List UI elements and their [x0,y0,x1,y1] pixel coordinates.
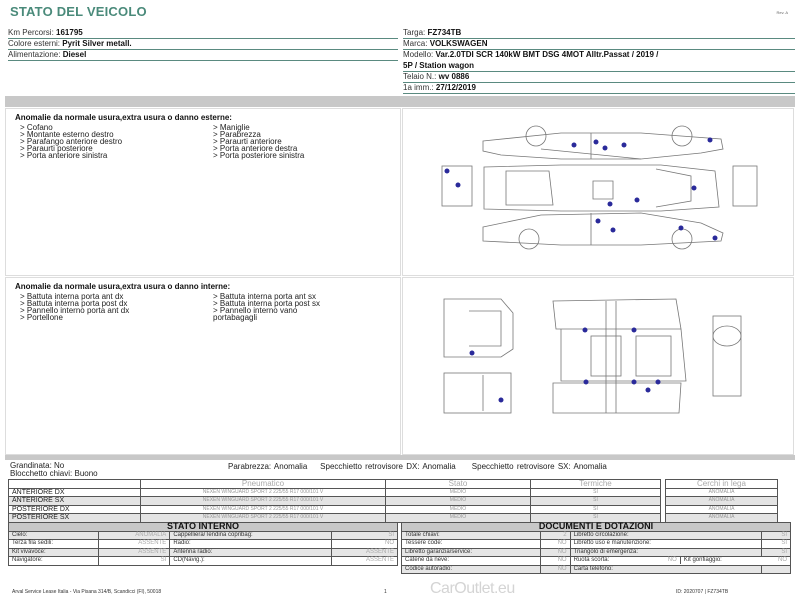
exterior-title: Anomalie da normale usura,extra usura o danno esterne: [15,113,232,122]
info-value: 161795 [56,28,83,37]
field-label: Antenna radio: [170,548,332,557]
info-telaio: Telaio N.: wv 0886 [403,72,795,83]
anomaly-item: > Parafango anteriore destro [20,137,123,146]
interior-title: Anomalie da normale usura,extra usura o danno interne: [15,282,231,291]
anomaly-item: > Montante esterno destro [20,130,114,139]
field-value: NO [778,557,788,564]
info-row [8,50,398,61]
rims-table [665,479,778,523]
field-value [762,565,791,574]
info-modello: Modello: Var.2.0TDI SCR 140kW BMT DSG 4MOT Alltr.Passat / 2019 / [403,50,659,59]
field-label: Radio: [170,540,332,549]
divider-bar [5,96,795,107]
interior-anomalies-panel [5,277,401,455]
tyre-state: MEDIO [386,497,531,506]
specchietto-sx: Specchietto retrovisore SX: Anomalia [471,462,607,471]
field-label: Libretto garanzia/service: [402,548,541,557]
field-value: SI [332,531,398,540]
field-label: Navigatore: [9,557,99,566]
exterior-anomalies-panel [5,108,401,276]
info-row [8,39,398,50]
info-value: Diesel [62,50,87,59]
table-row [666,488,778,497]
column-header: Cerchi in lega [666,480,778,489]
grandinata: Grandinata: No [10,461,65,470]
field-label: CD(Navig.): [170,557,332,566]
field-value: 2 [540,531,570,540]
info-value: Pyrit Silver metall. [62,39,132,48]
tyre-winter: SI [531,488,661,497]
rims-header-row [666,480,778,489]
table-row [9,497,661,506]
table-row [666,497,778,506]
header-blank [9,480,141,489]
section-title: STATO INTERNO [9,523,398,532]
tyre-model: NEXEN WINGUARD SPORT 2 225/55 R17 000/101 V [141,514,386,523]
field-label: Libretto uso e manutenzione: [570,540,762,549]
tyre-table [8,479,661,523]
table-row [666,505,778,514]
table-row [402,531,791,540]
field-value: NO [540,557,570,566]
field-label: Libretto circolazione: [570,531,762,540]
table-row [9,548,398,557]
tyre-position: ANTERIORE SX [9,497,141,506]
field-value: ASSENTE [99,548,170,557]
field-value: SI [99,557,170,566]
info-row [8,28,398,39]
anomaly-item: > Pannello interno vano [213,306,298,315]
status-left [10,462,98,478]
documenti-table [401,522,791,574]
table-row [402,540,791,549]
field-value: ANOMALIA [99,531,170,540]
tyre-position: POSTERIORE SX [9,514,141,523]
exterior-damage-diagram [402,108,794,276]
tyre-header-row [9,480,661,489]
anomaly-item: > Cofano [20,123,53,132]
parabrezza: Parabrezza: Anomalia [228,462,308,471]
table-row [402,548,791,557]
info-marca: Marca: VOLKSWAGEN [403,39,795,50]
field-label: Cielo: [9,531,99,540]
field-label: Totale chiavi: [402,531,541,540]
info-label: Km Percorsi: [8,28,54,37]
table-row [9,531,398,540]
revision: Rev. A [776,10,788,15]
interior-diagrams [444,299,741,413]
stato-interno-table [8,522,398,566]
rim-state: ANOMALIA [666,505,778,514]
tyre-winter: SI [531,514,661,523]
anomaly-item: > Battuta interna porta post dx [20,299,128,308]
field-value: ASSENTE [332,557,398,566]
field-value: ASSENTE [99,540,170,549]
tyre-position: ANTERIORE DX [9,488,141,497]
anomaly-item: > Pannello interno porta ant dx [20,306,130,315]
field-value: NO [540,548,570,557]
info-targa: Targa: FZ734TB [403,28,795,39]
anomaly-item: > Portellone [20,313,63,322]
section-header [402,523,791,532]
page-number: 1 [384,589,387,595]
table-row [9,540,398,549]
field-value: NO [540,565,570,574]
document-id: ID: 2020707 | FZ734TB [676,589,729,595]
tyre-winter: SI [531,505,661,514]
info-label: Colore esterni: [8,39,61,48]
field-value: SI [762,531,791,540]
column-header: Stato [386,480,531,489]
anomaly-item: > Porta anteriore destra [213,144,298,153]
tyre-state: MEDIO [386,505,531,514]
field-label: Triangolo di emergenza: [570,548,762,557]
car-side-top [483,126,723,159]
info-immatricolazione: 1a imm.: 27/12/2019 [403,83,795,94]
page-title: STATO DEL VEICOLO [10,4,147,19]
rim-state: ANOMALIA [666,488,778,497]
table-row [9,488,661,497]
rim-state: ANOMALIA [666,497,778,506]
anomaly-item: > Paraurti anteriore [213,137,282,146]
specchietto-dx: Specchietto retrovisore DX: Anomalia [320,462,456,471]
field-label: Tessere code: [402,540,541,549]
blocchetto-chiavi: Blocchetto chiavi: Buono [10,469,98,478]
field-value: SI [762,540,791,549]
field-value: NO [540,540,570,549]
info-modello-cont: 5P / Station wagon [403,61,795,72]
rim-state: ANOMALIA [666,514,778,523]
field-label: Kit vivavoce: [9,548,99,557]
car-side-bottom [483,213,723,249]
section-title: DOCUMENTI E DOTAZIONI [402,523,791,532]
table-row [402,557,791,566]
anomaly-item: > Paraurti posteriore [20,144,93,153]
car-top-view [442,165,757,211]
anomaly-item: > Battuta interna porta ant dx [20,292,124,301]
anomaly-item: > Maniglie [213,123,250,132]
tyre-model: NEXEN WINGUARD SPORT 2 225/55 R17 000/101 V [141,497,386,506]
tyre-state: MEDIO [386,488,531,497]
divider-bar [5,455,795,460]
table-row [9,505,661,514]
field-label: Kit gonfiaggio: [683,557,722,564]
anomaly-item: > Porta anteriore sinistra [20,151,108,160]
field-label: Cappelliera/Tendina copribag: [170,531,332,540]
tyre-winter: SI [531,497,661,506]
table-row [402,565,791,574]
anomaly-item: > Parabrezza [213,130,261,139]
tyre-position: POSTERIORE DX [9,505,141,514]
field-value: NO [332,540,398,549]
interior-damage-diagram [402,277,794,455]
split-row [571,557,790,564]
anomaly-item: > Battuta interna porta post sx [213,299,320,308]
footer-address: Arval Service Lease Italia - Via Pisana 314/B, Scandicci (FI), 50018 [12,589,162,595]
anomaly-item: > Battuta interna porta ant sx [213,292,316,301]
split-cell [570,557,790,566]
tyre-model: NEXEN WINGUARD SPORT 2 225/55 R17 000/101 V [141,505,386,514]
field-label: Catene da neve: [402,557,541,566]
field-label: Carta telefono: [570,565,762,574]
tyre-state: MEDIO [386,514,531,523]
field-value: ASSENTE [332,548,398,557]
table-row [9,557,398,566]
field-label: Codice autoradio: [402,565,541,574]
anomaly-item: > Porta posteriore sinistra [213,151,305,160]
watermark-logo: CarOutlet.eu [430,580,515,597]
field-value: NO [625,557,681,564]
field-label: Terza fila sedili: [9,540,99,549]
status-right [228,462,607,471]
field-label: Ruota scorta: [573,557,610,564]
anomaly-item: portabagagli [213,313,258,322]
field-value: SI [762,548,791,557]
column-header: Pneumatico [141,480,386,489]
table-row [666,514,778,523]
column-header: Termiche [531,480,661,489]
tyre-model: NEXEN WINGUARD SPORT 2 225/55 R17 000/101 V [141,488,386,497]
damage-markers [470,328,661,403]
info-label: Alimentazione: [8,50,61,59]
section-header [9,523,398,532]
